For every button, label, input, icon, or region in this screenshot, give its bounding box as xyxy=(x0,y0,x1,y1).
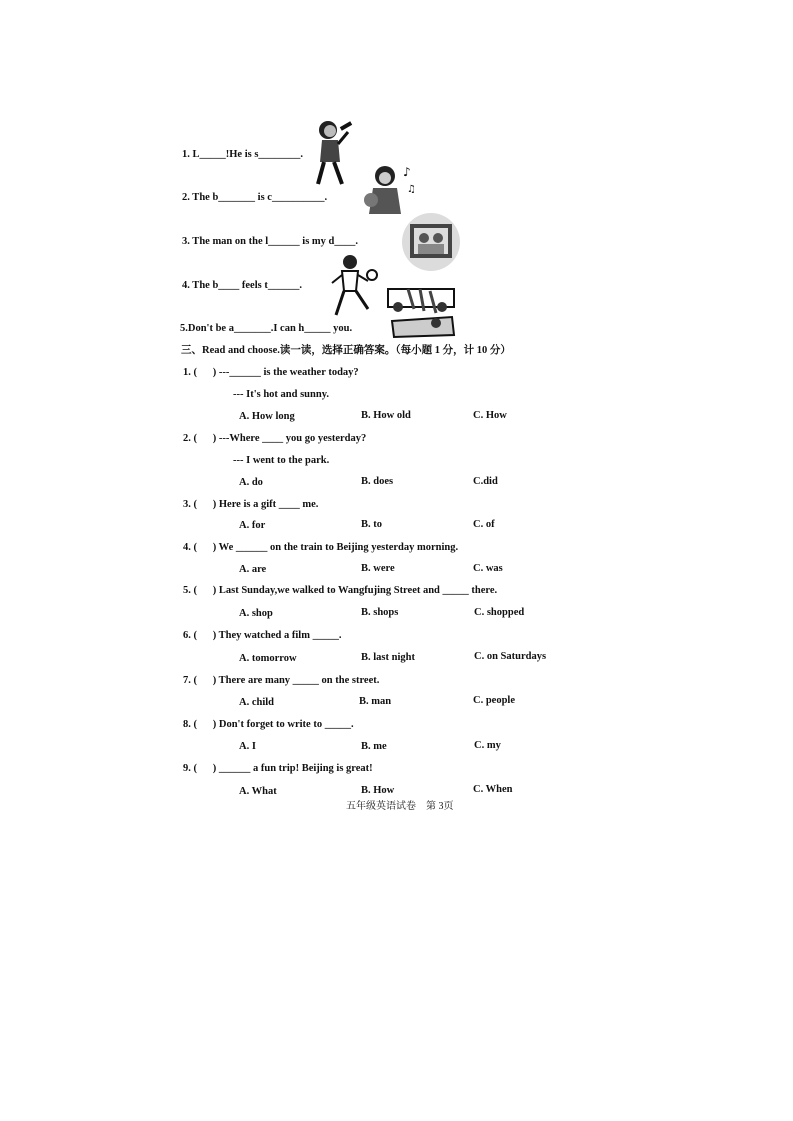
q3-option-c[interactable]: C. of xyxy=(473,519,495,530)
q9-option-a[interactable]: A. What xyxy=(239,786,277,797)
q8-option-b[interactable]: B. me xyxy=(361,741,387,752)
q5-option-a[interactable]: A. shop xyxy=(239,608,273,619)
page-footer: 五年级英语试卷 第 3页 xyxy=(346,801,454,812)
q9-option-c[interactable]: C. When xyxy=(473,784,513,795)
q2-reply: --- I went to the park. xyxy=(233,455,330,466)
q2-option-b[interactable]: B. does xyxy=(361,476,394,487)
q1-option-a[interactable]: A. How long xyxy=(239,411,295,422)
q1-option-c[interactable]: C. How xyxy=(473,410,507,421)
q1-stem: 1. ( ) ---______ is the weather today? xyxy=(183,367,359,378)
q8-stem: 8. ( ) Don't forget to write to _____. xyxy=(183,719,354,730)
q3-stem: 3. ( ) Here is a gift ____ me. xyxy=(183,499,319,510)
part2-item-4: 4. The b____ feels t______. xyxy=(182,280,302,291)
q5-option-b[interactable]: B. shops xyxy=(361,607,399,618)
q3-option-a[interactable]: A. for xyxy=(239,520,266,531)
part2-item-1: 1. L_____!He is s________. xyxy=(182,149,304,160)
q8-option-a[interactable]: A. I xyxy=(239,741,256,752)
q5-stem: 5. ( ) Last Sunday,we walked to Wangfujing Street and _____ there. xyxy=(183,585,498,596)
singer-boy-illustration xyxy=(312,118,360,188)
q1-option-b[interactable]: B. How old xyxy=(361,410,411,421)
svg-text:♪: ♪ xyxy=(403,165,411,179)
q2-option-c[interactable]: C.did xyxy=(473,476,498,487)
framed-photo-illustration xyxy=(400,212,462,272)
boy-kicking-ball-illustration xyxy=(330,253,380,317)
part2-item-2: 2. The b_______ is c__________. xyxy=(182,192,328,203)
q4-stem: 4. ( ) We ______ on the train to Beijing yesterday morning. xyxy=(183,542,459,553)
q7-option-c[interactable]: C. people xyxy=(473,695,515,706)
q2-option-a[interactable]: A. do xyxy=(239,477,263,488)
q4-option-a[interactable]: A. are xyxy=(239,564,267,575)
q6-option-b[interactable]: B. last night xyxy=(361,652,415,663)
part2-item-3: 3. The man on the l______ is my d____. xyxy=(182,236,358,247)
part2-item-5: 5.Don't be a_______.I can h_____ you. xyxy=(180,323,353,334)
q5-option-c[interactable]: C. shopped xyxy=(474,607,525,618)
q3-option-b[interactable]: B. to xyxy=(361,519,382,530)
part3-heading: 三、Read and choose.读一读，选择正确答案。（每小题 1 分，计 10 分） xyxy=(181,345,511,356)
q7-stem: 7. ( ) There are many _____ on the street. xyxy=(183,675,380,686)
q4-option-c[interactable]: C. was xyxy=(473,563,503,574)
svg-text:♫: ♫ xyxy=(407,184,416,195)
q6-stem: 6. ( ) They watched a film _____. xyxy=(183,630,342,641)
q1-reply: --- It's hot and sunny. xyxy=(233,389,329,400)
q9-option-b[interactable]: B. How xyxy=(361,785,395,796)
q9-stem: 9. ( ) ______ a fun trip! Beijing is great! xyxy=(183,763,373,774)
q2-stem: 2. ( ) ---Where ____ you go yesterday? xyxy=(183,433,367,444)
q4-option-b[interactable]: B. were xyxy=(361,563,395,574)
car-accident-illustration xyxy=(384,283,460,339)
q6-option-c[interactable]: C. on Saturdays xyxy=(474,651,547,662)
q6-option-a[interactable]: A. tomorrow xyxy=(239,653,297,664)
q8-option-c[interactable]: C. my xyxy=(474,740,501,751)
q7-option-a[interactable]: A. child xyxy=(239,697,275,708)
q7-option-b[interactable]: B. man xyxy=(359,696,392,707)
